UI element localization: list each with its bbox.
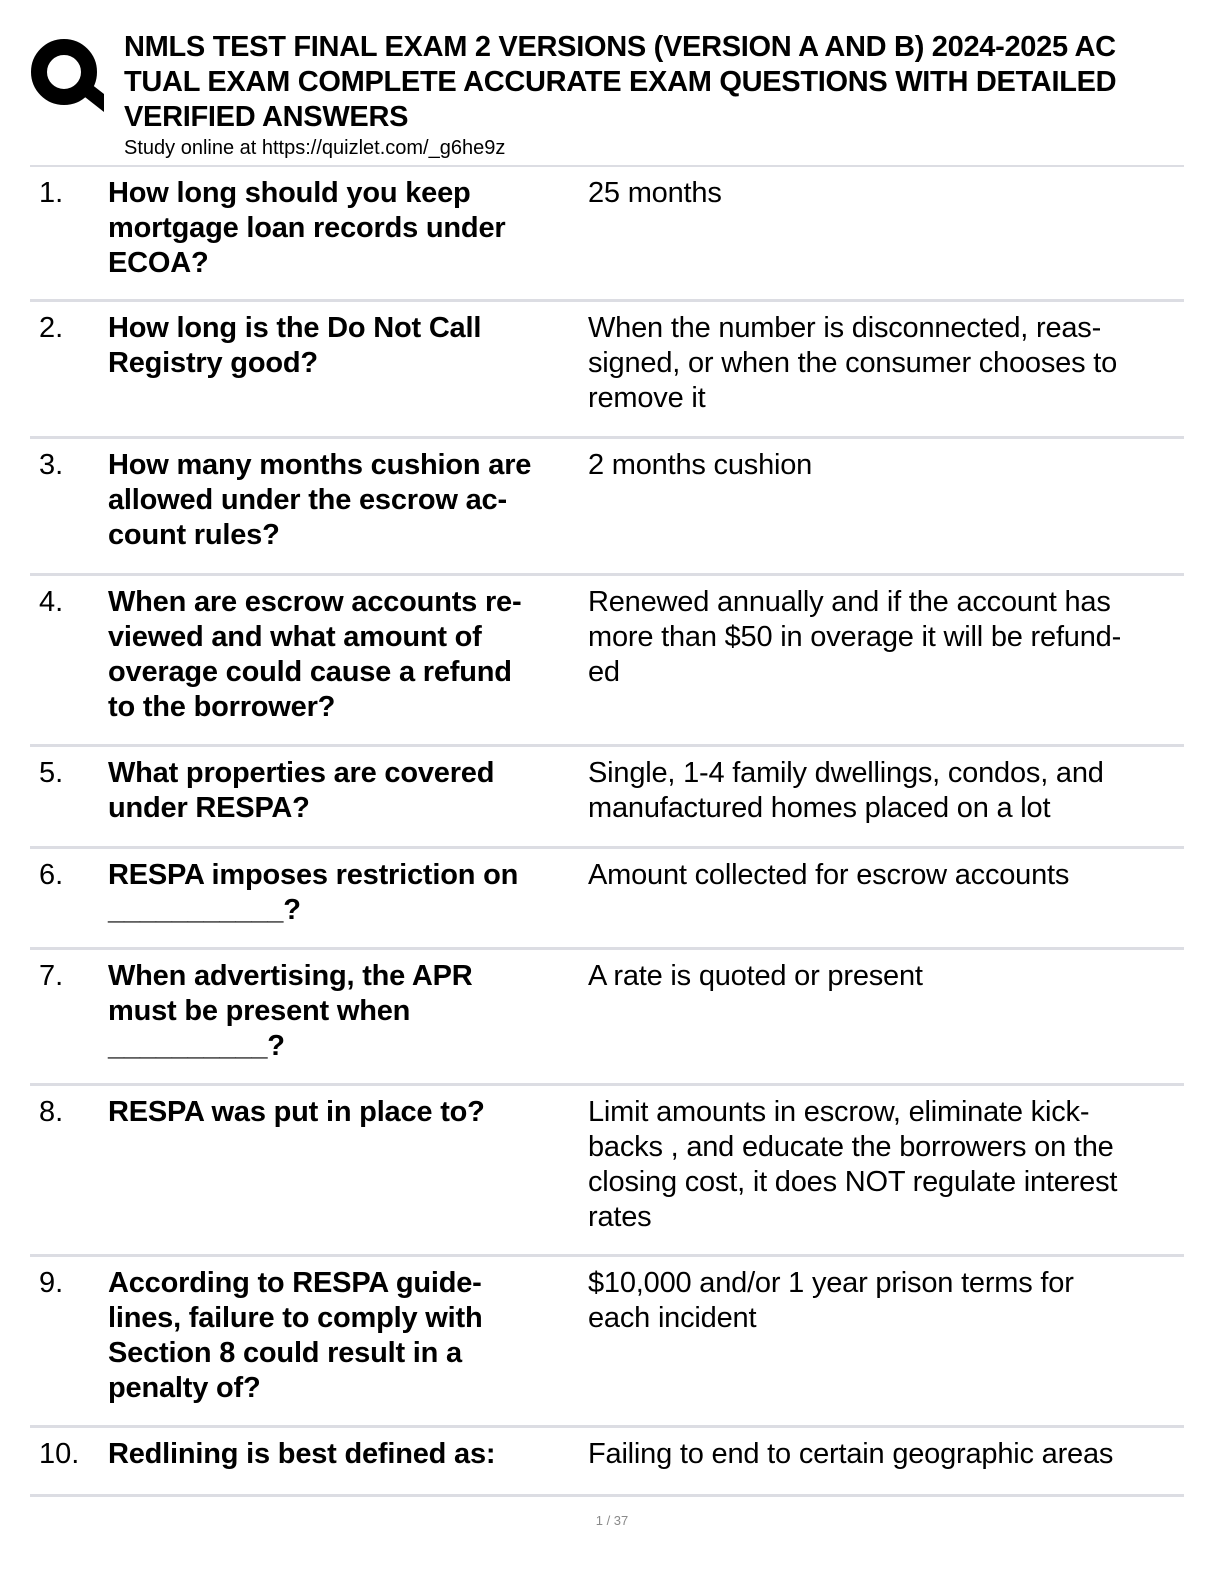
question-number: 8. bbox=[39, 1096, 64, 1128]
question-text: How long is the Do Not Call Registry good? bbox=[108, 312, 482, 379]
question-number: 10. bbox=[39, 1438, 80, 1470]
question-number: 7. bbox=[39, 960, 64, 992]
answer-text: When the number is disconnected, reas- signed, or when the consumer chooses to remove it bbox=[588, 312, 1118, 414]
question-row bbox=[30, 747, 1184, 849]
question-row bbox=[30, 439, 1184, 576]
answer-text: Amount collected for escrow accounts bbox=[588, 859, 1070, 891]
question-text: How many months cushion are allowed under the escrow ac- count rules? bbox=[108, 449, 532, 551]
question-row bbox=[30, 1428, 1184, 1497]
question-text: RESPA was put in place to? bbox=[108, 1096, 485, 1128]
question-text: When are escrow accounts re- viewed and what amount of overage could cause a refund to the borrower? bbox=[108, 586, 522, 723]
question-number: 5. bbox=[39, 757, 64, 789]
question-row bbox=[30, 849, 1184, 950]
question-row bbox=[30, 167, 1184, 302]
question-row bbox=[30, 1257, 1184, 1428]
question-list bbox=[30, 167, 1184, 1497]
question-number: 6. bbox=[39, 859, 64, 891]
question-number: 2. bbox=[39, 312, 64, 344]
question-text: When advertising, the APR must be present when __________? bbox=[108, 960, 473, 1062]
study-online-link[interactable]: Study online at https://quizlet.com/_g6he9z bbox=[124, 137, 506, 159]
question-number: 1. bbox=[39, 177, 64, 209]
answer-text: Failing to end to certain geographic areas bbox=[588, 1438, 1114, 1470]
question-text: Redlining is best defined as: bbox=[108, 1438, 496, 1470]
question-row bbox=[30, 302, 1184, 439]
question-text: RESPA imposes restriction on ___________? bbox=[108, 859, 519, 926]
question-row bbox=[30, 1086, 1184, 1257]
answer-text: Limit amounts in escrow, eliminate kick- backs , and educate the borrowers on the closing cost, it does NOT regulate interest rates bbox=[588, 1096, 1118, 1233]
question-row bbox=[30, 576, 1184, 747]
answer-text: 25 months bbox=[588, 177, 722, 209]
quizlet-q-logo-icon bbox=[30, 38, 104, 112]
question-number: 4. bbox=[39, 586, 64, 618]
question-row bbox=[30, 950, 1184, 1086]
document-title: NMLS TEST FINAL EXAM 2 VERSIONS (VERSION A AND B) 2024-2025 AC TUAL EXAM COMPLETE ACCURATE EXAM QUESTIONS WITH DETAILED VERIFIED ANSWERS bbox=[124, 31, 1117, 133]
question-text: What properties are covered under RESPA? bbox=[108, 757, 495, 824]
question-number: 3. bbox=[39, 449, 64, 481]
page-indicator: 1 / 37 bbox=[595, 1513, 629, 1528]
question-text: How long should you keep mortgage loan records under ECOA? bbox=[108, 177, 506, 279]
question-number: 9. bbox=[39, 1267, 64, 1299]
answer-text: A rate is quoted or present bbox=[588, 960, 923, 992]
answer-text: $10,000 and/or 1 year prison terms for each incident bbox=[588, 1267, 1074, 1334]
answer-text: Renewed annually and if the account has more than $50 in overage it will be refund- ed bbox=[588, 586, 1122, 688]
answer-text: 2 months cushion bbox=[588, 449, 813, 481]
page-header bbox=[0, 0, 1224, 166]
answer-text: Single, 1-4 family dwellings, condos, and manufactured homes placed on a lot bbox=[588, 757, 1104, 824]
question-text: According to RESPA guide- lines, failure to comply with Section 8 could result in a penalty of? bbox=[108, 1267, 483, 1404]
